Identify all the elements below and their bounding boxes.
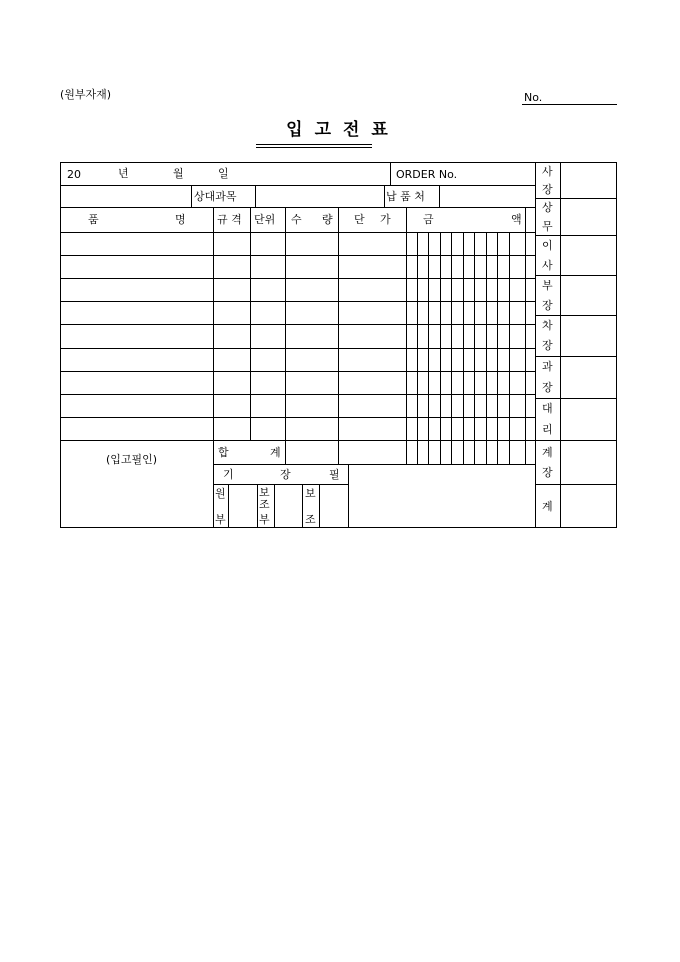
ledger-label-1: 기	[223, 468, 234, 481]
approval-director-1: 이	[542, 239, 553, 252]
approval-section-chief-1: 과	[542, 360, 553, 373]
date-month-label: 월	[173, 167, 184, 180]
amount-header-right: 액	[511, 213, 522, 226]
approval-section-chief-2: 장	[542, 381, 553, 394]
ledger-label-3: 필	[329, 468, 340, 481]
supplier-label: 납 품 처	[386, 190, 425, 203]
unit-header: 단위	[254, 213, 276, 226]
approval-executive-1: 상	[542, 201, 553, 214]
page-title: 입고전표	[286, 120, 400, 140]
material-type-label: (원부자재)	[60, 88, 112, 101]
approval-staff: 계	[542, 500, 553, 513]
ledger-book-2-top: 보 조	[259, 486, 270, 511]
document-no-label: No.	[524, 91, 543, 104]
amount-header-left: 금	[423, 213, 434, 226]
ledger-label-2: 장	[280, 468, 291, 481]
document-no-line	[522, 104, 617, 105]
price-header-left: 단	[354, 213, 365, 226]
order-no-label: ORDER No.	[396, 168, 458, 181]
approval-team-chief-1: 계	[542, 446, 553, 459]
ledger-book-1-bottom: 부	[215, 513, 226, 526]
spec-header: 규 격	[217, 213, 242, 226]
price-header-right: 가	[380, 213, 391, 226]
title-underline	[256, 144, 372, 148]
item-header-left: 품	[88, 213, 99, 226]
approval-deputy-manager-2: 장	[542, 339, 553, 352]
approval-team-chief-2: 장	[542, 466, 553, 479]
date-year-prefix: 20	[67, 168, 81, 181]
qty-header-right: 량	[322, 213, 333, 226]
approval-president-2: 장	[542, 183, 553, 196]
date-year-label: 년	[118, 167, 129, 180]
approval-president-1: 사	[542, 165, 553, 178]
ledger-book-3-top: 보	[305, 487, 316, 500]
approval-assistant-manager-2: 리	[542, 423, 553, 436]
approval-general-manager-1: 부	[542, 279, 553, 292]
account-label: 상대과목	[194, 190, 237, 203]
stamp-label: (입고필인)	[106, 453, 158, 466]
ledger-book-3-bottom: 조	[305, 513, 316, 526]
approval-general-manager-2: 장	[542, 299, 553, 312]
approval-deputy-manager-1: 차	[542, 319, 553, 332]
qty-header-left: 수	[291, 213, 302, 226]
date-day-label: 일	[218, 167, 229, 180]
ledger-book-2-bottom: 부	[259, 513, 270, 526]
ledger-book-1-top: 원	[215, 487, 226, 500]
approval-executive-2: 무	[542, 220, 553, 233]
total-label-left: 합	[218, 446, 229, 459]
receipt-form	[60, 162, 617, 528]
approval-assistant-manager-1: 대	[542, 402, 553, 415]
item-header-right: 명	[175, 213, 186, 226]
approval-director-2: 사	[542, 259, 553, 272]
total-label-right: 계	[270, 446, 281, 459]
